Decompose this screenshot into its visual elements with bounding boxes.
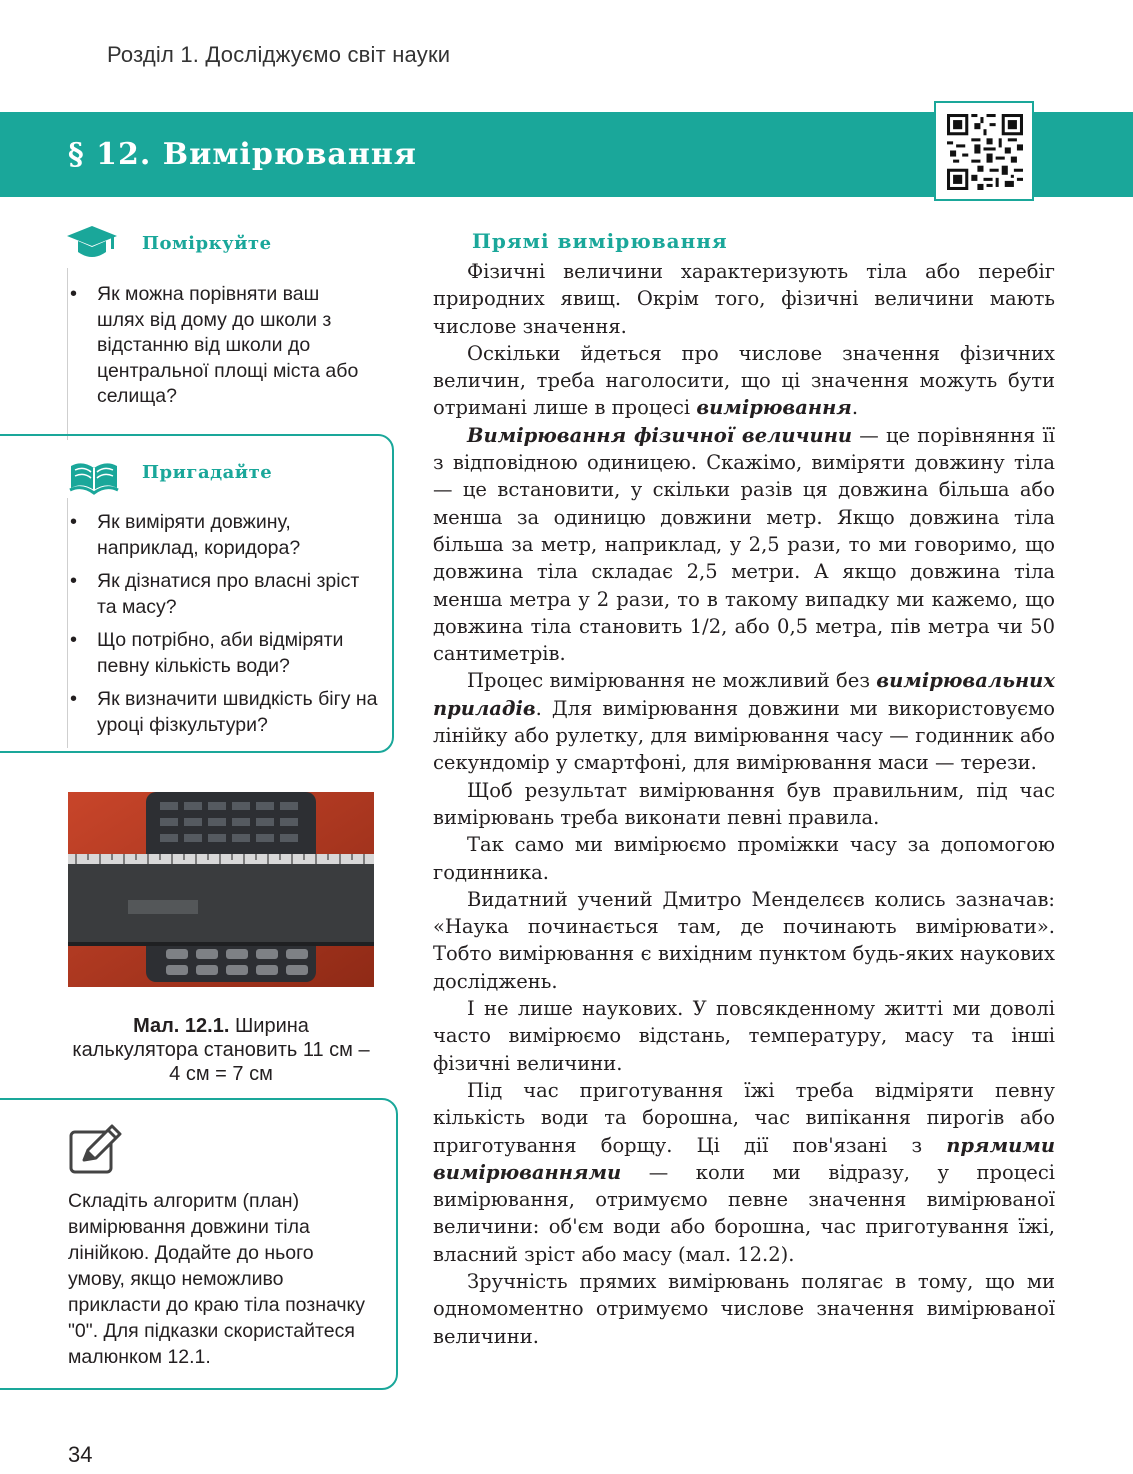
graduation-cap-icon — [66, 224, 118, 267]
paragraph: І не лише наукових. У повсякденному житті ми доволі часто вимірюємо відстань, температуру, масу та інші фізичні величини. — [433, 997, 1055, 1075]
page-number: 34 — [68, 1442, 93, 1467]
paragraph: Щоб результат вимірювання був правильним, під час вимірювань треба виконати певні правила. — [433, 778, 1055, 829]
list-item: • Як можна порівняти ваш шлях від дому до школи з відстанню від школи до центральної площі міста або селища? — [70, 282, 370, 410]
open-book-icon — [68, 456, 120, 501]
paragraph: Під час приготування їжі треба відміряти певну кількість води та борошна, час випікання пирогів або приготування борщу. Ці дії пов'язані з прямими вимірюваннями — коли ми відразу, у процесі вимірювання, отримуємо певне значення вимірюваної величини: об'єм води або борошна, час приготування їжі, власний зріст або масу (мал. 12.2). — [433, 1078, 1055, 1266]
recall-list — [70, 510, 380, 746]
think-heading: Поміркуйте — [142, 233, 272, 254]
pencil-edit-icon — [68, 1124, 126, 1181]
list-item: • Що потрібно, аби відміряти певну кількість води? — [70, 628, 380, 679]
list-item: • Як виміряти довжину, наприклад, коридора? — [70, 510, 380, 561]
paragraph: Вимірювання фізичної величини — це порівняння її з відповідною одиницею. Скажімо, виміряти довжину тіла — це встановити, у скільки разів ця довжина більша або менша за одиницю довжини метр. Якщо довжина тіла більша за метр, наприклад, у 2,5 рази, то ми говоримо, що довжина тіла складає 2,5 метри. А якщо довжина тіла менша метра у 2 рази, то в такому випадку ми кажемо, що довжина тіла становить 1/2, або 0,5 метра, пів метра чи 50 сантиметрів. — [433, 423, 1055, 666]
figure-caption — [68, 1014, 374, 1086]
paragraph: Оскільки йдеться про числове значення фізичних величин, треба наголосити, що ці значення можуть бути отримані лише в процесі вимірювання. — [433, 341, 1055, 420]
think-list — [70, 282, 370, 418]
running-head: Розділ 1. Досліджуємо світ науки — [107, 42, 451, 67]
main-text — [433, 258, 1055, 1350]
caption-text: Ширина калькулятора становить 11 см – 4 см = 7 см — [72, 1015, 370, 1085]
main-heading: Прямі вимірювання — [472, 229, 728, 253]
divider — [67, 498, 68, 748]
paragraph: Видатний учений Дмитро Менделєєв колись зазначав: «Наука починається там, де починають вимірювати». Тобто вимірювання є вихідним пунктом будь-яких наукових досліджень. — [433, 887, 1055, 993]
list-item: • Як визначити швидкість бігу на уроці фізкультури? — [70, 687, 380, 738]
caption-label: Мал. 12.1. — [133, 1015, 230, 1037]
task-text: Складіть алгоритм (план) вимірювання довжини тіла лінійкою. Додайте до нього умову, якщо неможливо прикласти до краю тіла позначку "0". Для підказки скористайтеся малюнком 12.1. — [68, 1190, 366, 1368]
section-title: § 12. Вимірювання — [68, 137, 417, 172]
qr-code-graphic — [947, 114, 1023, 190]
paragraph: Зручність прямих вимірювань полягає в тому, що ми одномоментно отримуємо числове значення вимірюваної величини. — [433, 1269, 1055, 1348]
paragraph: Фізичні величини характеризують тіла або перебіг природних явищ. Окрім того, фізичні величини мають числове значення. — [433, 260, 1055, 338]
paragraph: Процес вимірювання не можливий без вимірювальних приладів. Для вимірювання довжини ми використовуємо лінійку або рулетку, для вимірювання часу — годинник або секундомір у смартфоні, для вимірювання маси — терези. — [433, 669, 1055, 775]
qr-code-icon[interactable] — [934, 101, 1034, 201]
list-item: • Як дізнатися про власні зріст та масу? — [70, 569, 380, 620]
divider — [67, 268, 68, 440]
paragraph: Так само ми вимірюємо проміжки часу за допомогою годинника. — [433, 833, 1055, 884]
calculator-photo — [68, 792, 374, 987]
recall-heading: Пригадайте — [142, 462, 273, 483]
